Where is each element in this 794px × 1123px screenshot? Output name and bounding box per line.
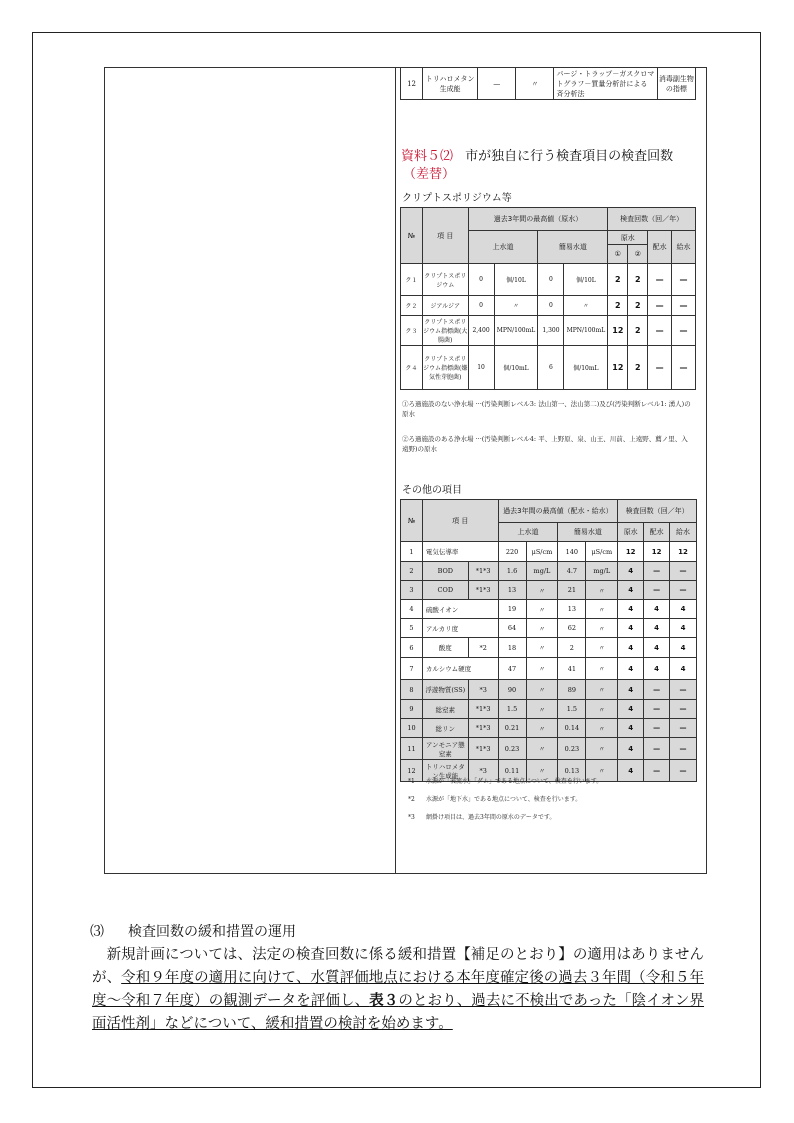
other-f2: 4 bbox=[644, 638, 670, 658]
crypto-ku: 〃 bbox=[564, 296, 608, 316]
other-item: カルシウム硬度 bbox=[422, 658, 498, 680]
other-h-item: 項 目 bbox=[422, 500, 498, 542]
other-f1: 4 bbox=[618, 700, 644, 719]
other-h-max: 過去3年間の最高値（配水・給水） bbox=[498, 500, 618, 523]
other-ku: 〃 bbox=[586, 680, 618, 700]
other-f3: — bbox=[670, 581, 697, 600]
other-ju: 〃 bbox=[526, 619, 558, 638]
crypto-item: クリプトスポリジウム指標菌(大腸菌) bbox=[422, 316, 468, 346]
crypto-kv: 6 bbox=[538, 346, 564, 390]
crypto-h-josui: 上水道 bbox=[468, 231, 538, 264]
crypto-h-c2: ② bbox=[628, 245, 648, 264]
other-f3: 12 bbox=[670, 542, 697, 562]
table-row bbox=[401, 316, 696, 346]
crypto-h-c1: ① bbox=[608, 245, 628, 264]
top-method: パージ・トラップ－ガスクロマトグラフ－質量分析計による 斉分析法 bbox=[554, 68, 657, 100]
top-no: 12 bbox=[401, 68, 423, 100]
other-ku: 〃 bbox=[586, 638, 618, 658]
other-jv: 1.6 bbox=[498, 562, 526, 581]
body-part-c: 表３ bbox=[369, 993, 399, 1009]
body-part-d: のとおり、過去に不検出であった「陰イオン界面活性剤」などについて、緩和措置の検討を始めます。 bbox=[92, 993, 705, 1032]
crypto-kv: 1,300 bbox=[538, 316, 564, 346]
crypto-jv: 0 bbox=[468, 296, 494, 316]
crypto-table bbox=[400, 207, 696, 390]
other-h-freq: 検査回数（回／年） bbox=[618, 500, 697, 523]
table-row bbox=[401, 680, 697, 700]
crypto-h-kani: 簡易水道 bbox=[538, 231, 608, 264]
other-f1: 4 bbox=[618, 619, 644, 638]
crypto-note-2: ②ろ過施設のある浄水場 ···(汚染判断レベル4: 平、上野原、泉、山王、川前、上遠野、薦ノ里、入遠野)の原水 bbox=[402, 435, 688, 453]
other-f1: 4 bbox=[618, 638, 644, 658]
crypto-f3: — bbox=[648, 346, 672, 390]
crypto-f2: 2 bbox=[628, 316, 648, 346]
crypto-h-haisui: 配水 bbox=[648, 231, 672, 264]
crypto-note-1: ①ろ過施設のない浄水場 ···(汚染判断レベル3: 法山第一、法山第二)及び(汚染判断レベル1: 湧人)の原水 bbox=[402, 400, 691, 418]
other-item: アルカリ度 bbox=[422, 619, 498, 638]
other-f3: 4 bbox=[670, 638, 697, 658]
other-ku: 〃 bbox=[586, 738, 618, 760]
crypto-h-freq: 検査回数（回／年） bbox=[608, 208, 696, 231]
table-row bbox=[401, 562, 697, 581]
crypto-ju: 個/10mL bbox=[494, 346, 538, 390]
other-f3: — bbox=[670, 562, 697, 581]
table-row bbox=[401, 719, 697, 738]
crypto-jv: 10 bbox=[468, 346, 494, 390]
other-mark: *1*3 bbox=[468, 562, 498, 581]
table-row bbox=[401, 346, 696, 390]
other-f1: 12 bbox=[618, 542, 644, 562]
other-h-haisui: 配水 bbox=[644, 523, 670, 542]
table-row bbox=[401, 542, 697, 562]
top-table bbox=[400, 67, 696, 100]
other-jv: 1.5 bbox=[498, 700, 526, 719]
other-jv: 64 bbox=[498, 619, 526, 638]
other-h-josui: 上水道 bbox=[498, 523, 558, 542]
crypto-h-item: 項 目 bbox=[422, 208, 468, 264]
top-item: トリハロメタン生成能 bbox=[423, 68, 478, 100]
other-kv: 0.23 bbox=[558, 738, 586, 760]
other-no: 7 bbox=[401, 658, 423, 680]
section-number: ⑶ bbox=[90, 924, 104, 940]
crypto-item: クリプトスポリジウム bbox=[422, 264, 468, 296]
other-f3: — bbox=[670, 680, 697, 700]
other-ju: mg/L bbox=[526, 562, 558, 581]
other-table-body bbox=[401, 542, 697, 782]
table-row bbox=[401, 638, 697, 658]
footnote-text: 水源が「地下水」である地点について、検査を行います。 bbox=[426, 796, 582, 803]
footnote-text: 水源が「表流水」「ダム」である地点について、検査を行います。 bbox=[426, 778, 603, 785]
other-item: 電気伝導率 bbox=[422, 542, 498, 562]
other-no: 9 bbox=[401, 700, 423, 719]
other-h-kani: 簡易水道 bbox=[558, 523, 618, 542]
other-kv: 1.5 bbox=[558, 700, 586, 719]
footnote-key: *1 bbox=[408, 778, 415, 785]
table-row bbox=[401, 658, 697, 680]
other-f2: 4 bbox=[644, 619, 670, 638]
other-f1: 4 bbox=[618, 562, 644, 581]
table-row bbox=[401, 581, 697, 600]
crypto-f3: — bbox=[648, 296, 672, 316]
other-no: 3 bbox=[401, 581, 423, 600]
crypto-f1: 12 bbox=[608, 316, 628, 346]
other-no: 12 bbox=[401, 760, 423, 782]
other-f2: — bbox=[644, 719, 670, 738]
other-f2: 12 bbox=[644, 542, 670, 562]
table-row bbox=[401, 619, 697, 638]
other-item: 酸度 bbox=[422, 638, 468, 658]
body-part-b: 令和９年度の適用に向けて、水質評価地点における本年度確定後の過去３年間（令和５年度～令和７年度）の観測データを評価し、 bbox=[92, 970, 704, 1009]
other-ku: 〃 bbox=[586, 600, 618, 619]
table-row bbox=[401, 68, 696, 100]
other-kv: 21 bbox=[558, 581, 586, 600]
other-jv: 0.21 bbox=[498, 719, 526, 738]
other-no: 4 bbox=[401, 600, 423, 619]
footnote-key: *3 bbox=[408, 814, 415, 821]
other-f2: — bbox=[644, 760, 670, 782]
other-ju: 〃 bbox=[526, 638, 558, 658]
other-jv: 220 bbox=[498, 542, 526, 562]
crypto-f2: 2 bbox=[628, 346, 648, 390]
other-f1: 4 bbox=[618, 760, 644, 782]
other-item: アンモニア態窒素 bbox=[422, 738, 468, 760]
other-item: 総リン bbox=[422, 719, 468, 738]
other-no: 5 bbox=[401, 619, 423, 638]
other-jv: 0.23 bbox=[498, 738, 526, 760]
other-jv: 47 bbox=[498, 658, 526, 680]
other-kv: 140 bbox=[558, 542, 586, 562]
other-kv: 2 bbox=[558, 638, 586, 658]
other-mark: *1*3 bbox=[468, 700, 498, 719]
other-jv: 13 bbox=[498, 581, 526, 600]
other-f3: — bbox=[670, 719, 697, 738]
crypto-f4: — bbox=[672, 316, 696, 346]
crypto-ku: 個/10mL bbox=[564, 346, 608, 390]
other-mark: *3 bbox=[468, 760, 498, 782]
other-mark: *1*3 bbox=[468, 719, 498, 738]
other-jv: 18 bbox=[498, 638, 526, 658]
other-f3: 4 bbox=[670, 600, 697, 619]
other-mark: *2 bbox=[468, 638, 498, 658]
other-f2: — bbox=[644, 581, 670, 600]
crypto-ju: MPN/100mL bbox=[494, 316, 538, 346]
other-h-gensui: 原水 bbox=[618, 523, 644, 542]
crypto-h-gensui: 原水 bbox=[608, 231, 648, 245]
other-f1: 4 bbox=[618, 738, 644, 760]
other-kv: 89 bbox=[558, 680, 586, 700]
footnote-text: 網掛け項目は、過去3年間の原水のデータです。 bbox=[426, 814, 556, 821]
crypto-heading: クリプトスポリジウム等 bbox=[402, 193, 512, 204]
table-row bbox=[401, 700, 697, 719]
other-ku: 〃 bbox=[586, 700, 618, 719]
other-f2: — bbox=[644, 680, 670, 700]
other-table bbox=[400, 499, 697, 782]
other-f1: 4 bbox=[618, 600, 644, 619]
crypto-no: ク３ bbox=[401, 316, 423, 346]
crypto-f1: 2 bbox=[608, 296, 628, 316]
other-jv: 90 bbox=[498, 680, 526, 700]
crypto-h-no: № bbox=[401, 208, 423, 264]
column-divider bbox=[395, 67, 396, 874]
other-ju: 〃 bbox=[526, 700, 558, 719]
other-ku: 〃 bbox=[586, 658, 618, 680]
crypto-f4: — bbox=[672, 346, 696, 390]
crypto-f1: 12 bbox=[608, 346, 628, 390]
other-f3: 4 bbox=[670, 619, 697, 638]
shiryo-title bbox=[401, 148, 701, 184]
table-row bbox=[401, 738, 697, 760]
crypto-f4: — bbox=[672, 264, 696, 296]
footnote bbox=[408, 814, 555, 822]
other-no: 11 bbox=[401, 738, 423, 760]
other-f2: — bbox=[644, 738, 670, 760]
other-f1: 4 bbox=[618, 658, 644, 680]
other-ku: 〃 bbox=[586, 719, 618, 738]
other-ju: 〃 bbox=[526, 581, 558, 600]
crypto-f4: — bbox=[672, 296, 696, 316]
other-kv: 13 bbox=[558, 600, 586, 619]
footnote bbox=[408, 778, 602, 786]
other-no: 2 bbox=[401, 562, 423, 581]
crypto-h-kyusui: 給水 bbox=[672, 231, 696, 264]
crypto-f3: — bbox=[648, 316, 672, 346]
other-item: 硫酸イオン bbox=[422, 600, 498, 619]
other-f2: 4 bbox=[644, 658, 670, 680]
other-no: 6 bbox=[401, 638, 423, 658]
other-no: 10 bbox=[401, 719, 423, 738]
crypto-f2: 2 bbox=[628, 296, 648, 316]
table-row bbox=[401, 296, 696, 316]
top-category: 消毒副生物の指標 bbox=[657, 68, 695, 100]
other-f3: — bbox=[670, 760, 697, 782]
other-item: COD bbox=[422, 581, 468, 600]
other-jv: 19 bbox=[498, 600, 526, 619]
crypto-item: ジアルジア bbox=[422, 296, 468, 316]
body-part-a: 新規計画については、法定の検査回数に係る緩和措置【補足のとおり】の適用はありませんが、 bbox=[92, 947, 704, 986]
other-f2: — bbox=[644, 562, 670, 581]
shiryo-label: 資料５⑵ bbox=[401, 149, 454, 164]
other-kv: 41 bbox=[558, 658, 586, 680]
other-item: BOD bbox=[422, 562, 468, 581]
other-f3: — bbox=[670, 700, 697, 719]
crypto-ku: 個/10L bbox=[564, 264, 608, 296]
other-mark: *3 bbox=[468, 680, 498, 700]
other-h-kyusui: 給水 bbox=[670, 523, 697, 542]
other-item: トリハロメタン生成能 bbox=[422, 760, 468, 782]
crypto-kv: 0 bbox=[538, 264, 564, 296]
other-ju: 〃 bbox=[526, 719, 558, 738]
other-f1: 4 bbox=[618, 719, 644, 738]
other-f2: 4 bbox=[644, 600, 670, 619]
crypto-ju: 〃 bbox=[494, 296, 538, 316]
table-row bbox=[401, 264, 696, 296]
crypto-ku: MPN/100mL bbox=[564, 316, 608, 346]
other-mark: *1*3 bbox=[468, 581, 498, 600]
shiryo-title-text: 市が独自に行う検査項目の検査回数 bbox=[465, 149, 674, 164]
table-row bbox=[401, 600, 697, 619]
other-f1: 4 bbox=[618, 680, 644, 700]
crypto-h-max: 過去3年間の最高値（原水） bbox=[468, 208, 608, 231]
crypto-no: ク１ bbox=[401, 264, 423, 296]
other-f2: — bbox=[644, 700, 670, 719]
crypto-f2: 2 bbox=[628, 264, 648, 296]
other-kv: 62 bbox=[558, 619, 586, 638]
other-heading: その他の項目 bbox=[402, 485, 462, 496]
other-ju: 〃 bbox=[526, 658, 558, 680]
other-ju: μS/cm bbox=[526, 542, 558, 562]
other-f3: 4 bbox=[670, 658, 697, 680]
other-kv: 0.13 bbox=[558, 760, 586, 782]
other-no: 8 bbox=[401, 680, 423, 700]
section-body bbox=[92, 944, 704, 1036]
top-v1: — bbox=[478, 68, 516, 100]
other-kv: 0.14 bbox=[558, 719, 586, 738]
crypto-f3: — bbox=[648, 264, 672, 296]
crypto-kv: 0 bbox=[538, 296, 564, 316]
footnote bbox=[408, 796, 581, 804]
other-jv: 0.11 bbox=[498, 760, 526, 782]
other-item: 浮遊物質(SS) bbox=[422, 680, 468, 700]
other-ku: mg/L bbox=[586, 562, 618, 581]
crypto-jv: 2,400 bbox=[468, 316, 494, 346]
other-ju: 〃 bbox=[526, 680, 558, 700]
other-h-no: № bbox=[401, 500, 423, 542]
crypto-jv: 0 bbox=[468, 264, 494, 296]
other-ku: 〃 bbox=[586, 619, 618, 638]
other-mark: *1*3 bbox=[468, 738, 498, 760]
footnote-key: *2 bbox=[408, 796, 415, 803]
crypto-no: ク２ bbox=[401, 296, 423, 316]
top-v2: 〃 bbox=[516, 68, 554, 100]
shiryo-note: （差替） bbox=[403, 167, 456, 182]
section-heading bbox=[90, 923, 296, 941]
crypto-no: ク４ bbox=[401, 346, 423, 390]
other-f3: — bbox=[670, 738, 697, 760]
other-item: 総窒素 bbox=[422, 700, 468, 719]
section-title: 検査回数の緩和措置の運用 bbox=[128, 924, 296, 940]
other-ju: 〃 bbox=[526, 600, 558, 619]
other-f1: 4 bbox=[618, 581, 644, 600]
crypto-item: クリプトスポリジウム指標菌(嫌気性芽胞菌) bbox=[422, 346, 468, 390]
other-ju: 〃 bbox=[526, 760, 558, 782]
crypto-f1: 2 bbox=[608, 264, 628, 296]
other-ju: 〃 bbox=[526, 738, 558, 760]
other-no: 1 bbox=[401, 542, 423, 562]
other-ku: 〃 bbox=[586, 581, 618, 600]
crypto-ju: 個/10L bbox=[494, 264, 538, 296]
other-ku: 〃 bbox=[586, 760, 618, 782]
other-ku: μS/cm bbox=[586, 542, 618, 562]
other-kv: 4.7 bbox=[558, 562, 586, 581]
